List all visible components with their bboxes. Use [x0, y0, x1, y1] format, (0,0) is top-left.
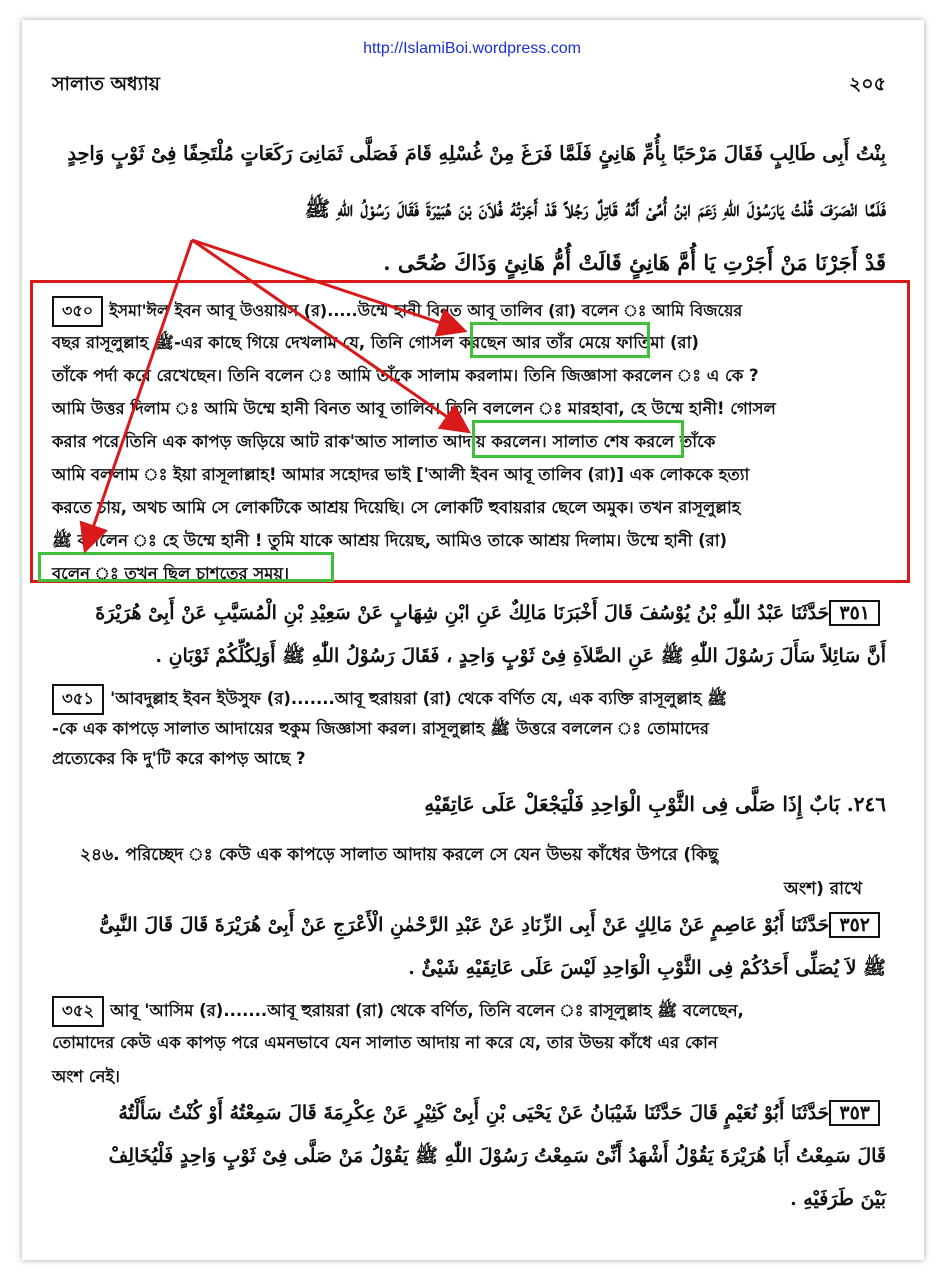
- arrow-to-prayer: [192, 240, 466, 430]
- arabic-line: فَلَمَّا انْصَرَفَ قُلْتُ يَارَسُوْلَ اللّٰهِ زَعَمَ ابْنُ أُمِّىْ أَنَّهُ قَاتِلٌ رَجُلاً قَدْ أَجَرْتُهُ فُلاَنَ بْنَ هُبَيْرَةَ فَقَالَ رَسُوْلُ اللّٰهِ ﷺ: [304, 196, 886, 221]
- arabic-353-line: قَالَ سَمِعْتُ أَبَا هُرَيْرَةَ يَقُوْلُ أَشْهَدُ أَنِّىْ سَمِعْتُ رَسُوْلَ اللّٰهِ ﷺ يَقُوْلُ مَنْ صَلَّى فِىْ ثَوْبٍ وَاحِدٍ فَلْيُخَالِفْ: [108, 1145, 886, 1167]
- hadith-351-line: ৩৫১ 'আবদুল্লাহ ইবন ইউসুফ (র).......আবূ হুরায়রা (রা) থেকে বর্ণিত যে, এক ব্যক্তি রাসূলুল্লাহ ﷺ: [52, 684, 727, 715]
- hadith-351-line: -কে এক কাপড়ে সালাত আদায়ের হুকুম জিজ্ঞাসা করল। রাসূলুল্লাহ ﷺ উত্তরে বললেন ঃ তোমাদের: [52, 719, 709, 738]
- arabic-353-line: ٣٥٣حَدَّثَنَا أَبُوْ نُعَيْمٍ قَالَ حَدَّثَنَا شَيْبَانُ عَنْ يَحْيَى بْنِ أَبِىْ كَثِيْرٍ عَنْ عِكْرِمَةَ قَالَ سَمِعْتُهُ أَوْ كُنْتُ سَأَلْتُهُ: [118, 1100, 886, 1126]
- hadith-352-line: তোমাদের কেউ এক কাপড় পরে এমনভাবে যেন সালাত আদায় না করে যে, তার উভয় কাঁধে এর কোন: [52, 1033, 718, 1052]
- hadith-number-box: ٣٥٣: [829, 1100, 880, 1126]
- hadith-352-line: ৩৫২ আবূ 'আসিম (র).......আবূ হুরায়রা (রা) থেকে বর্ণিত, তিনি বলেন ঃ রাসূলুল্লাহ ﷺ বলেছেন,: [52, 996, 744, 1027]
- section-heading-bangla: ২৪৬. পরিচ্ছেদ ঃ কেউ এক কাপড়ে সালাত আদায় করলে সে যেন উভয় কাঁধের উপরে (কিছু: [80, 845, 719, 865]
- hadith-350-line: বলেন ঃ তখন ছিল চাশতের সময়।: [52, 564, 290, 583]
- arabic-351-line: ٣٥١حَدَّثَنَا عَبْدُ اللّٰهِ بْنُ يُوْسُفَ قَالَ أَخْبَرَنَا مَالِكٌ عَنِ ابْنِ شِهَابٍ عَنْ سَعِيْدِ بْنِ الْمُسَيَّبِ عَنْ أَبِىْ هُرَيْرَةَ: [95, 600, 886, 626]
- arabic-352-line: ﷺ لاَ يُصَلِّى أَحَدُكُمْ فِى الثَّوْبِ الْوَاحِدِ لَيْسَ عَلَى عَاتِقَيْهِ شَيْئٌ .: [408, 957, 886, 979]
- hadith-number-box: ৩৫১: [52, 684, 104, 715]
- section-heading-bangla: অংশ) রাখে: [784, 879, 863, 899]
- arabic-line: بِنْتُ أَبِى طَالِبٍ فَقَالَ مَرْحَبًا بِأُمِّ هَانِئٍ فَلَمَّا فَرَغَ مِنْ غُسْلِهِ قَامَ فَصَلَّى ثَمَانِىَ رَكَعَاتٍ مُلْتَحِفًا فِىْ ثَوْبٍ وَاحِدٍ: [67, 142, 886, 165]
- arabic-353-line: بَيْنَ طَرَفَيْهِ .: [790, 1188, 886, 1210]
- hadith-350-line: আমি বললাম ঃ ইয়া রাসূলাল্লাহ! আমার সহোদর ভাই ['আলী ইবন আবূ তালিব (রা)] এক লোককে হত্যা: [52, 465, 750, 484]
- hadith-350-line: ৩৫০ ইসমা'ঈল ইবন আবূ উওয়ায়স (র).....উম্মে হানী বিনত আবূ তালিব (রা) বলেন ঃ আমি বিজয়ের: [52, 296, 742, 327]
- hadith-350-line: করতে চায়, অথচ আমি সে লোকটিকে আশ্রয় দিয়েছি। সে লোকটি হুবায়রার ছেলে অমুক। তখন রাসূলুল্লাহ: [52, 498, 741, 517]
- chapter-title: সালাত অধ্যায়: [52, 73, 160, 95]
- hadith-number-box: ৩৫০: [52, 296, 103, 327]
- hadith-350-line: করার পরে তিনি এক কাপড় জড়িয়ে আট রাক'আত সালাত আদায় করলেন। সালাত শেষ করলে তাঁকে: [52, 432, 716, 451]
- arabic-352-line: ٣٥٢حَدَّثَنَا أَبُوْ عَاصِمٍ عَنْ مَالِكٍ عَنْ أَبِى الزِّنَادِ عَنْ عَبْدِ الرَّحْمٰنِ الْأَعْرَجِ عَنْ أَبِىْ هُرَيْرَةَ قَالَ قَالَ النَّبِىُّ: [99, 912, 886, 938]
- arrow-to-time: [86, 240, 192, 548]
- hadith-number-box: ৩৫২: [52, 996, 104, 1027]
- arabic-line: قَدْ أَجَرْنَا مَنْ أَجَرْتِ يَا أُمَّ هَانِئٍ قَالَتْ أُمُّ هَانِئٍ وَذَاكَ ضُحًى .: [383, 250, 886, 275]
- source-url[interactable]: http://IslamiBoi.wordpress.com: [363, 40, 581, 57]
- hadith-350-line: ﷺ বললেন ঃ হে উম্মে হানী ! তুমি যাকে আশ্রয় দিয়েছ, আমিও তাকে আশ্রয় দিলাম। উম্মে হানী (রা): [52, 531, 728, 550]
- hadith-350-line: আমি উত্তর দিলাম ঃ আমি উম্মে হানী বিনত আবূ তালিব। তিনি বললেন ঃ মারহাবা, হে উম্মে হানী! গোসল: [52, 399, 776, 418]
- section-heading-arabic: ٢٤٦. بَابٌ إِذَا صَلَّى فِى الثَّوْبِ الْوَاحِدِ فَلْيَجْعَلْ عَلَى عَاتِقَيْهِ: [424, 792, 886, 816]
- hadith-number-box: ٣٥٢: [829, 912, 880, 938]
- arabic-351-line: أَنَّ سَائِلاً سَأَلَ رَسُوْلَ اللّٰهِ ﷺ عَنِ الصَّلاَةِ فِىْ ثَوْبٍ وَاحِدٍ ، فَقَالَ رَسُوْلُ اللّٰهِ ﷺ أَوَلِكُلِّكُمْ ثَوْبَانِ .: [155, 645, 886, 667]
- hadith-350-line: তাঁকে পর্দা করে রেখেছেন। তিনি বলেন ঃ আমি তাঁকে সালাম করলাম। তিনি জিজ্ঞাসা করলেন ঃ এ কে ?: [52, 366, 759, 385]
- arrow-to-bathing: [192, 240, 462, 330]
- page-number: ২০৫: [848, 73, 886, 95]
- hadith-351-line: প্রত্যেকের কি দু'টি করে কাপড় আছে ?: [52, 749, 306, 768]
- hadith-352-line: অংশ নেই।: [52, 1067, 120, 1086]
- hadith-350-line: বছর রাসূলুল্লাহ ﷺ-এর কাছে গিয়ে দেখলাম যে, তিনি গোসল করছেন আর তাঁর মেয়ে ফাতিমা (রা): [52, 333, 699, 352]
- hadith-number-box: ٣٥١: [829, 600, 880, 626]
